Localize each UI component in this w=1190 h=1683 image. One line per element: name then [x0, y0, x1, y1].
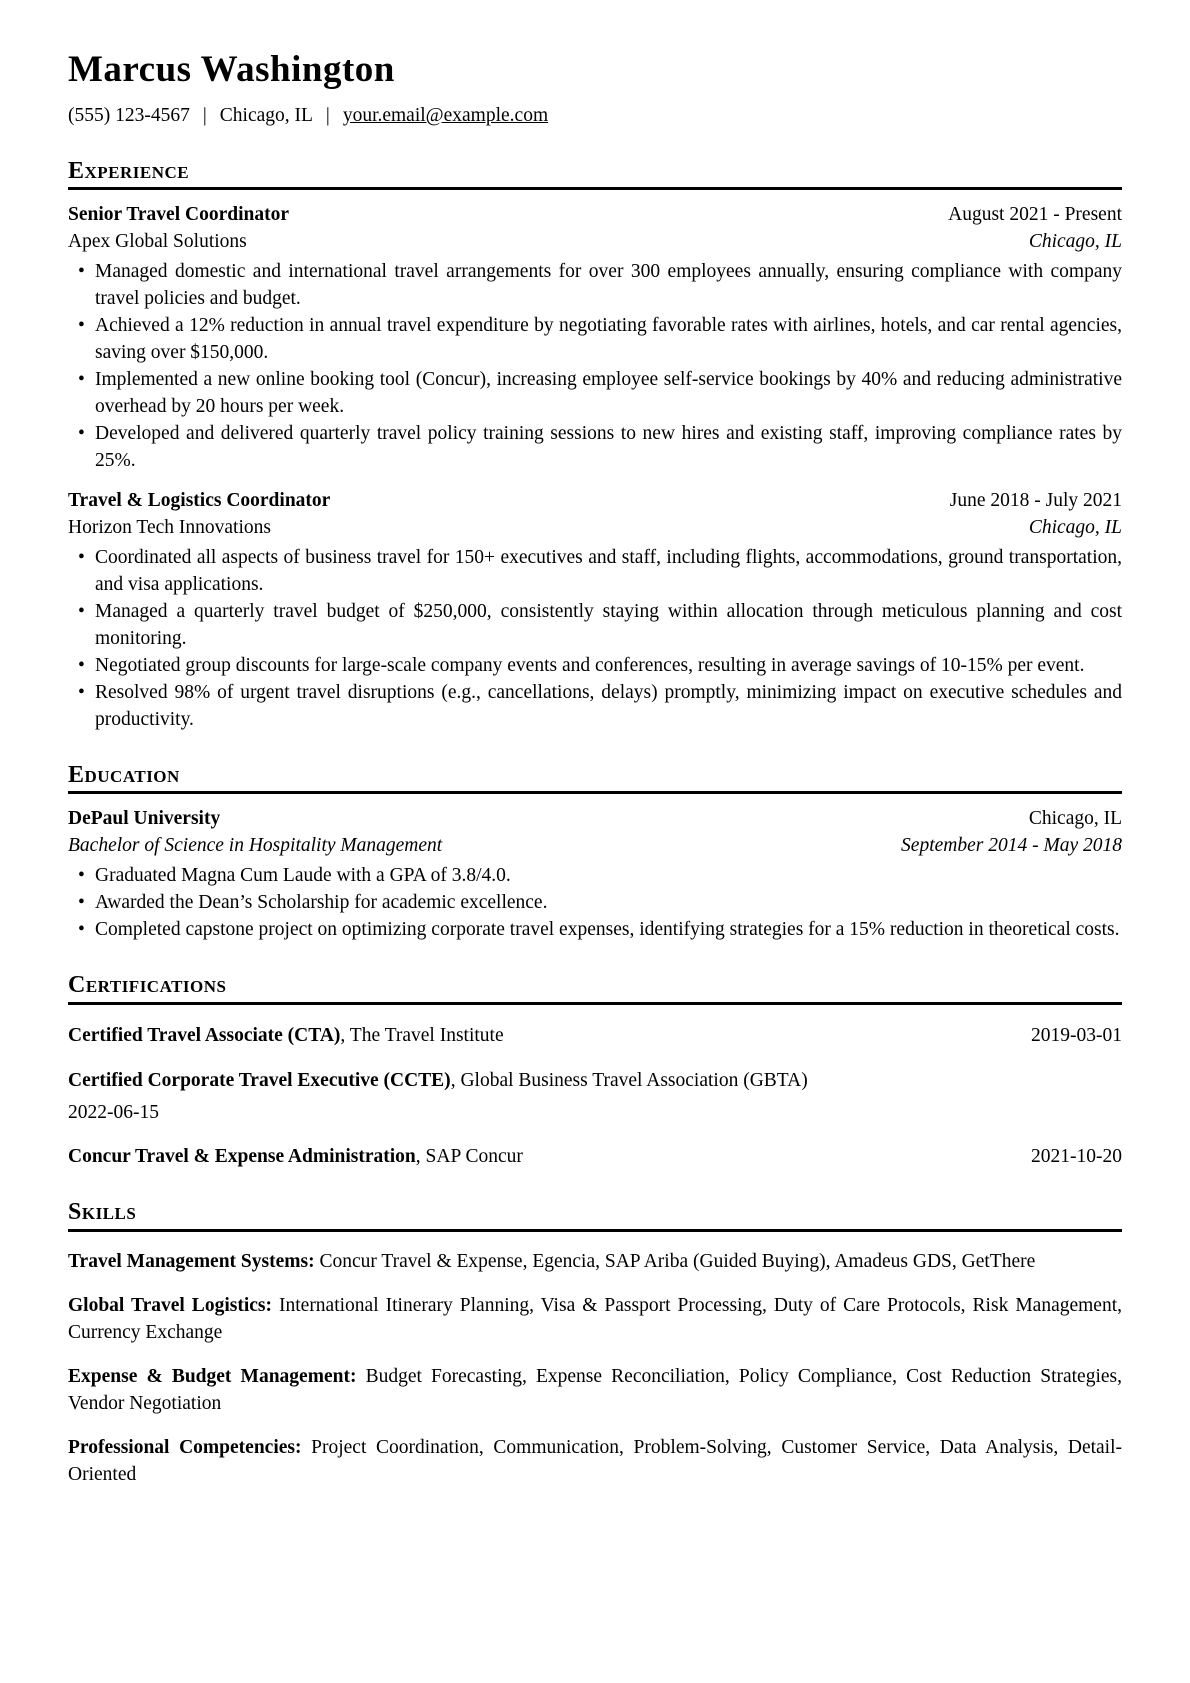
job-bullet-list: [68, 259, 1122, 474]
section-heading-skills: Skills: [68, 1198, 1122, 1232]
school-bullet: • Completed capstone project on optimizing corporate travel expenses, identifying strategies for a 15% reduction in theoretical costs.: [95, 917, 1122, 944]
skill-group-label: Expense & Budget Management:: [68, 1365, 357, 1387]
certification-item: [68, 1023, 1122, 1050]
job-entry: [68, 202, 1122, 474]
skill-group-label: Professional Competencies:: [68, 1436, 302, 1458]
skill-group: [68, 1249, 1122, 1276]
skill-group: [68, 1293, 1122, 1347]
job-dates: August 2021 - Present: [948, 204, 1122, 226]
skill-group-items: Budget Forecasting, Expense Reconciliation, Policy Compliance, Cost Reduction Strategies, Vendor Negotiation: [68, 1365, 1122, 1414]
skill-group: [68, 1435, 1122, 1489]
certification-item: [68, 1144, 1122, 1171]
contact-separator: |: [325, 104, 330, 126]
school-bullet-list: [68, 863, 1122, 944]
job-title: Travel & Logistics Coordinator: [68, 490, 331, 512]
certification-name: Certified Travel Associate (CTA): [68, 1024, 341, 1046]
job-bullet: • Negotiated group discounts for large-scale company events and conferences, resulting in average savings of 10-15% per event.: [95, 653, 1122, 680]
skill-group-items: Project Coordination, Communication, Problem-Solving, Customer Service, Data Analysis, Detail-Oriented: [68, 1436, 1122, 1485]
job-company: Horizon Tech Innovations: [68, 517, 271, 539]
job-location: Chicago, IL: [1028, 231, 1122, 253]
school-bullet: • Awarded the Dean’s Scholarship for academic excellence.: [95, 890, 1122, 917]
certification-issuer: , The Travel Institute: [340, 1024, 504, 1046]
job-bullet: • Resolved 98% of urgent travel disruptions (e.g., cancellations, delays) promptly, minimizing impact on executive schedules and productivity.: [95, 680, 1122, 734]
job-bullet-list: [68, 545, 1122, 733]
job-bullet: • Managed a quarterly travel budget of $250,000, consistently staying within allocation through meticulous planning and cost monitoring.: [95, 599, 1122, 653]
skill-group-items: International Itinerary Planning, Visa & Passport Processing, Duty of Care Protocols, Risk Management, Currency Exchange: [68, 1295, 1122, 1343]
job-entry: [68, 488, 1122, 733]
school-name: DePaul University: [68, 808, 221, 830]
certification-date: 2019-03-01: [1031, 1024, 1122, 1046]
section-heading-certifications: Certifications: [68, 971, 1122, 1005]
skill-group-label: Travel Management Systems:: [68, 1251, 315, 1273]
phone-number: (555) 123-4567: [68, 104, 190, 126]
person-name: Marcus Washington: [68, 49, 395, 90]
job-bullet: • Coordinated all aspects of business travel for 150+ executives and staff, including flights, accommodations, ground transportation, and visa applications.: [95, 545, 1122, 599]
certification-issuer: , SAP Concur: [415, 1146, 523, 1168]
contact-location: Chicago, IL: [219, 104, 313, 126]
certification-issuer: , Global Business Travel Association (GBTA): [450, 1069, 808, 1091]
contact-separator: |: [202, 104, 207, 126]
job-bullet: • Achieved a 12% reduction in annual travel expenditure by negotiating favorable rates with airlines, hotels, and car rental agencies, saving over $150,000.: [95, 313, 1122, 367]
section-skills: [68, 1198, 1122, 1488]
certification-date: 2022-06-15: [68, 1101, 159, 1123]
contact-line: [68, 103, 1122, 130]
certification-name: Concur Travel & Expense Administration: [68, 1146, 416, 1168]
skill-group: [68, 1364, 1122, 1418]
email-link[interactable]: your.email@example.com: [342, 104, 549, 126]
section-heading-education: Education: [68, 761, 1122, 795]
job-dates: June 2018 - July 2021: [949, 490, 1122, 512]
job-bullet: • Implemented a new online booking tool (Concur), increasing employee self-service bookings by 40% and reducing administrative overhead by 20 hours per week.: [95, 367, 1122, 421]
skill-group-items: Concur Travel & Expense, Egencia, SAP Ariba (Guided Buying), Amadeus GDS, GetThere: [319, 1251, 1036, 1273]
job-title: Senior Travel Coordinator: [68, 204, 289, 226]
job-bullet: • Managed domestic and international travel arrangements for over 300 employees annually, ensuring compliance with company travel policies and budget.: [95, 259, 1122, 313]
certification-name: Certified Corporate Travel Executive (CCTE): [68, 1069, 451, 1091]
school-dates: September 2014 - May 2018: [901, 835, 1122, 857]
school-bullet: • Graduated Magna Cum Laude with a GPA of 3.8/4.0.: [95, 863, 1122, 890]
job-location: Chicago, IL: [1028, 517, 1122, 539]
certification-date: 2021-10-20: [1031, 1146, 1122, 1168]
skill-group-label: Global Travel Logistics:: [68, 1295, 272, 1317]
school-entry: [68, 806, 1122, 944]
section-education: [68, 761, 1122, 944]
section-experience: [68, 157, 1122, 734]
job-company: Apex Global Solutions: [68, 231, 247, 253]
school-degree: Bachelor of Science in Hospitality Management: [68, 835, 443, 857]
job-bullet: • Developed and delivered quarterly travel policy training sessions to new hires and existing staff, improving compliance rates by 25%.: [95, 421, 1122, 475]
section-heading-experience: Experience: [68, 157, 1122, 191]
certification-item: [68, 1068, 1122, 1127]
school-location: Chicago, IL: [1028, 808, 1122, 830]
section-certifications: [68, 971, 1122, 1171]
